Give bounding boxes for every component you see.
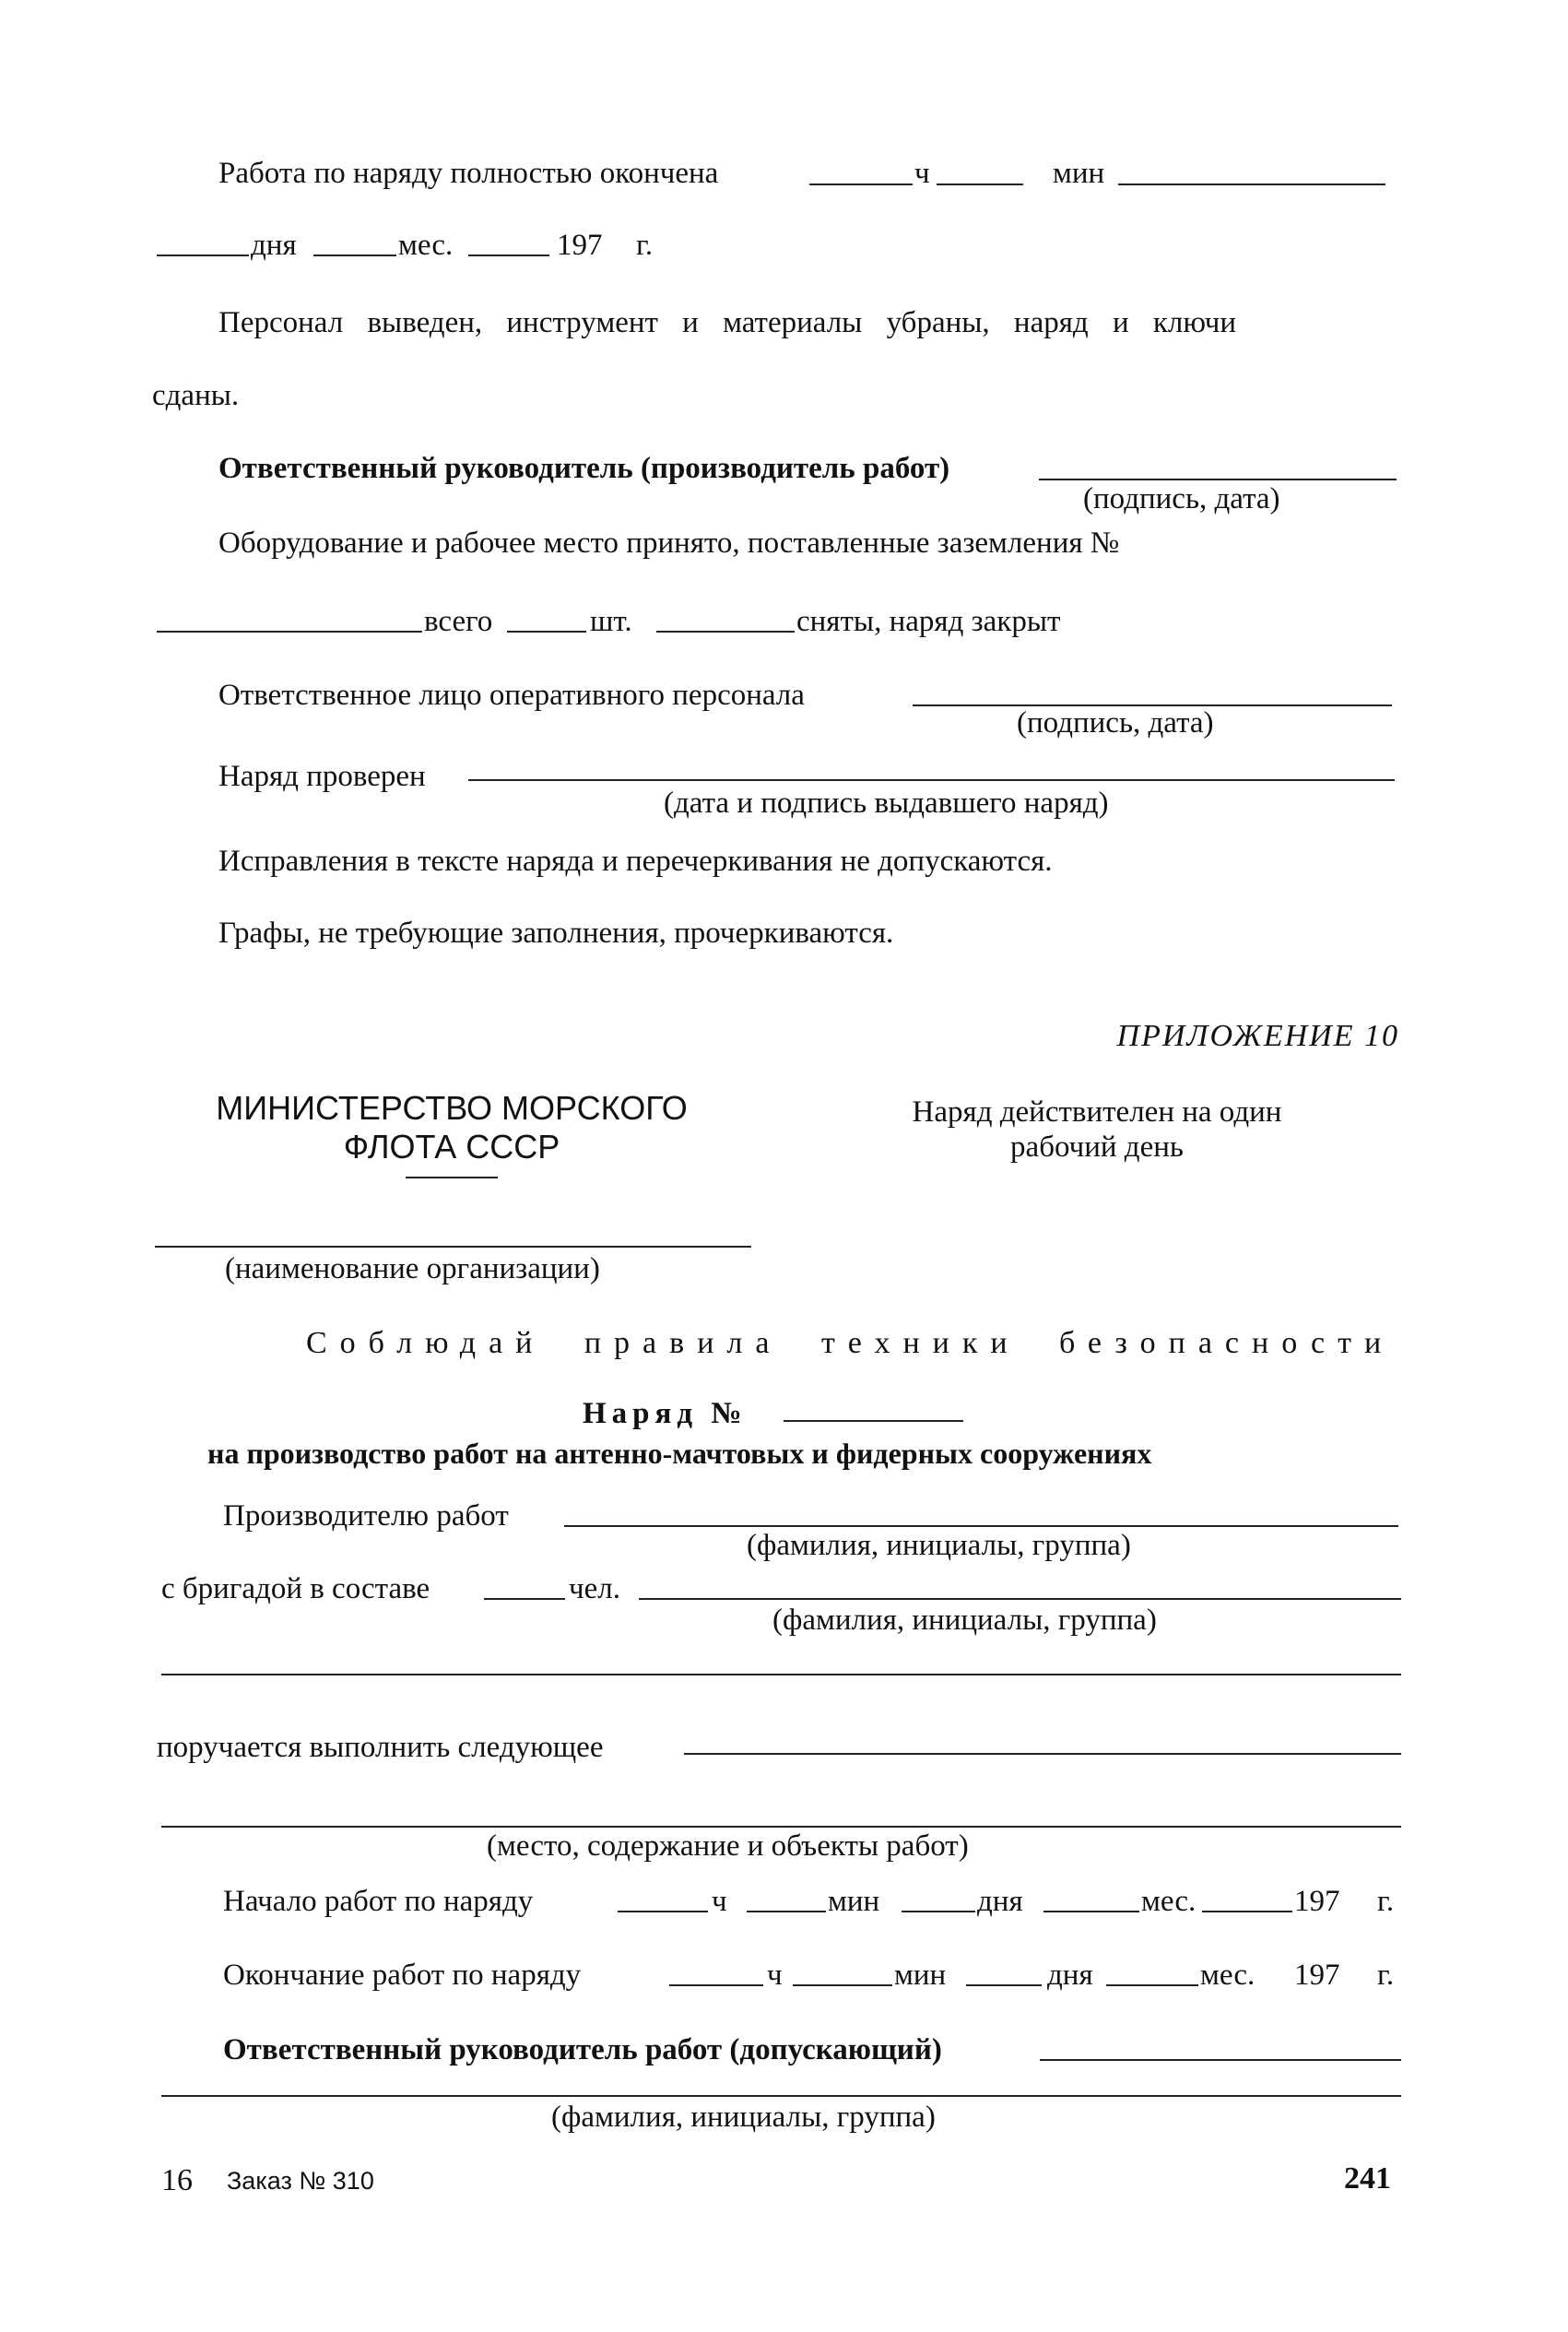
corrections-note: Исправления в тексте наряда и перечеркивания не допускаются. <box>218 845 1053 878</box>
start-month-unit: мес. <box>1141 1885 1197 1918</box>
brigade-count-blank <box>484 1598 565 1600</box>
day-unit: дня <box>251 229 297 262</box>
work-description-caption: (место, содержание и объекты работ) <box>487 1829 969 1863</box>
brigade-extra-line <box>161 1674 1401 1675</box>
work-description-line <box>161 1826 1401 1828</box>
equipment-label: Оборудование и рабочее место принято, поставленные заземления № <box>218 527 1120 560</box>
producer-blank <box>564 1525 1398 1527</box>
personnel-line-2: сданы. <box>152 379 240 412</box>
hours-blank <box>809 183 913 185</box>
assigned-label: поручается выполнить следующее <box>157 1731 604 1764</box>
start-label: Начало работ по наряду <box>223 1885 534 1918</box>
brigade-caption: (фамилия, инициалы, группа) <box>772 1604 1157 1637</box>
resp-admit-blank <box>1040 2059 1401 2061</box>
hours-unit: ч <box>914 157 930 190</box>
year-prefix: 197 <box>557 229 603 262</box>
day-blank <box>157 255 249 256</box>
safety-slogan: Соблюдай правила техники безопасности <box>306 1326 1395 1360</box>
end-month-blank <box>1106 1984 1198 1986</box>
end-year-unit: г. <box>1377 1959 1395 1992</box>
validity-line-1: Наряд действителен на один <box>912 1095 1282 1129</box>
start-year-unit: г. <box>1377 1885 1395 1918</box>
resp-manager-caption: (подпись, дата) <box>1083 482 1280 515</box>
brigade-label: с бригадой в составе <box>161 1572 430 1605</box>
end-year-prefix: 197 <box>1294 1959 1340 1992</box>
checked-caption: (дата и подпись выдавшего наряд) <box>664 787 1109 820</box>
organization-name-blank <box>155 1246 751 1248</box>
resp-person-caption: (подпись, дата) <box>1017 706 1214 740</box>
start-month-blank <box>1043 1911 1139 1912</box>
checked-label: Наряд проверен <box>218 760 426 793</box>
end-minutes-blank <box>793 1984 892 1986</box>
resp-person-label: Ответственное лицо оперативного персонала <box>218 679 805 712</box>
validity-line-2: рабочий день <box>1010 1130 1184 1164</box>
ministry-line-1: МИНИСТЕРСТВО МОРСКОГО <box>216 1089 688 1127</box>
appendix-label: ПРИЛОЖЕНИЕ 10 <box>1116 1019 1399 1053</box>
producer-label: Производителю работ <box>223 1499 509 1533</box>
resp-manager-label: Ответственный руководитель (производитель работ) <box>218 452 950 485</box>
order-subtitle: на производство работ на антенно-мачтовых и фидерных сооружениях <box>207 1437 1152 1470</box>
start-minutes-unit: мин <box>828 1885 880 1918</box>
end-month-unit: мес. <box>1200 1959 1256 1992</box>
end-hours-blank <box>669 1984 763 1986</box>
month-unit: мес. <box>398 229 454 262</box>
end-minutes-unit: мин <box>894 1959 947 1992</box>
start-day-unit: дня <box>977 1885 1023 1918</box>
resp-admit-caption: (фамилия, инициалы, группа) <box>551 2101 936 2134</box>
personnel-line-1: Персонал выведен, инструмент и материалы убраны, наряд и ключи <box>218 306 1237 339</box>
start-year-prefix: 197 <box>1294 1885 1340 1918</box>
page-number: 241 <box>1344 2161 1391 2196</box>
end-label: Окончание работ по наряду <box>223 1959 582 1992</box>
producer-caption: (фамилия, инициалы, группа) <box>747 1529 1131 1562</box>
resp-admit-extra-line <box>161 2095 1401 2097</box>
checked-blank <box>468 779 1395 781</box>
year-unit: г. <box>636 229 654 262</box>
work-finished-label: Работа по наряду полностью окончена <box>218 157 719 190</box>
order-number-blank <box>784 1420 963 1422</box>
month-blank <box>313 255 396 256</box>
organization-caption: (наименование организации) <box>225 1252 600 1285</box>
sheet-number: 16 <box>161 2163 193 2197</box>
start-hours-unit: ч <box>712 1885 727 1918</box>
end-day-unit: дня <box>1047 1959 1093 1992</box>
start-hours-blank <box>618 1911 708 1912</box>
removed-label: сняты, наряд закрыт <box>796 605 1061 638</box>
minutes-blank <box>937 183 1023 185</box>
total-label: всего <box>424 605 493 638</box>
columns-note: Графы, не требующие заполнения, прочеркиваются. <box>218 917 894 950</box>
year-blank <box>468 255 549 256</box>
print-order-number: Заказ № 310 <box>227 2167 374 2195</box>
ministry-line-2: ФЛОТА СССР <box>343 1128 560 1166</box>
people-unit: чел. <box>569 1572 620 1605</box>
end-hours-unit: ч <box>767 1959 783 1992</box>
end-blank <box>1118 183 1385 185</box>
start-day-blank <box>902 1911 975 1912</box>
order-title: Наряд № <box>583 1397 748 1430</box>
end-day-blank <box>966 1984 1042 1986</box>
start-year-blank <box>1202 1911 1292 1912</box>
pieces-blank <box>656 631 795 633</box>
ministry-underline <box>406 1177 498 1178</box>
grounding-number-blank <box>157 631 422 633</box>
ministry-heading <box>198 1089 705 1166</box>
total-blank <box>507 631 586 633</box>
resp-admit-label: Ответственный руководитель работ (допускающий) <box>223 2033 942 2066</box>
minutes-unit: мин <box>1053 157 1105 190</box>
assigned-blank <box>684 1753 1401 1755</box>
start-minutes-blank <box>747 1911 826 1912</box>
validity-note <box>857 1095 1337 1165</box>
brigade-members-blank <box>639 1598 1401 1600</box>
pieces-unit: шт. <box>590 605 632 638</box>
resp-manager-blank <box>1039 479 1397 480</box>
